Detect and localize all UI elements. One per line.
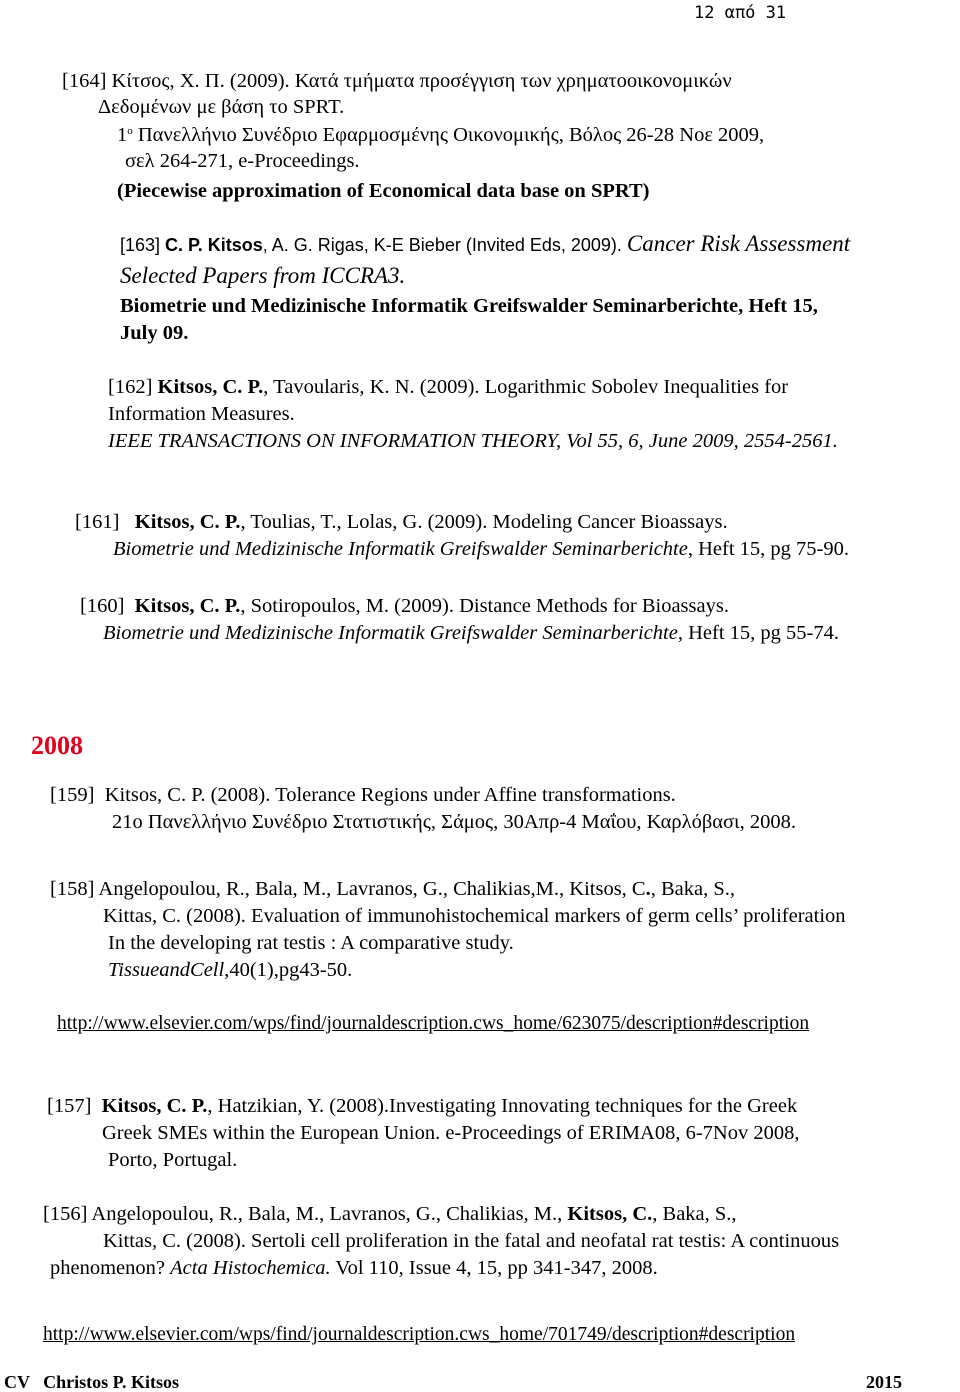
entry-162-line-2: Information Measures. bbox=[108, 403, 295, 425]
entry-157-number: [157] bbox=[47, 1095, 102, 1117]
entry-162-author: Kitsos, C. P. bbox=[157, 376, 264, 398]
entry-159-line-2: 21ο Πανελλήνιο Συνέδριο Στατιστικής, Σάμος, 30Απρ-4 Μαΐου, Καρλόβασι, 2008. bbox=[112, 811, 796, 833]
entry-158-volume: 40(1),pg43-50. bbox=[229, 959, 353, 981]
entry-158-journal: TissueandCell, bbox=[108, 959, 230, 981]
entry-163-authors: , A. G. Rigas, K-E Bieber (Invited Eds, 2009). bbox=[262, 235, 627, 255]
entry-156-journal: Acta Histochemica. bbox=[170, 1257, 331, 1279]
entry-156-phenomenon: phenomenon? bbox=[50, 1257, 171, 1279]
entry-161-line-1 bbox=[75, 512, 728, 533]
entry-158-authors-end: , Baka, S., bbox=[650, 878, 736, 900]
entry-164-line-4: σελ 264-271, e-Proceedings. bbox=[125, 150, 360, 172]
entry-161-rest: , Toulias, T., Lolas, G. (2009). Modeling Cancer Bioassays. bbox=[240, 511, 728, 533]
entry-160-journal: Biometrie und Medizinische Informatik Greifswalder Seminarberichte bbox=[103, 622, 678, 644]
entry-156-line-2: Kittas, C. (2008). Sertoli cell proliferation in the fatal and neofatal rat testis: A continuous bbox=[103, 1230, 840, 1252]
page-number: 12 από 31 bbox=[694, 3, 787, 23]
entry-161-line-2 bbox=[113, 539, 849, 560]
entry-158-line-3: In the developing rat testis : A comparative study. bbox=[108, 932, 514, 954]
entry-162-line-1 bbox=[108, 377, 788, 398]
entry-158-link[interactable]: http://www.elsevier.com/wps/find/journaldescription.cws_home/623075/description#description bbox=[57, 1013, 810, 1034]
entry-163-journal-line-2: July 09. bbox=[120, 322, 189, 344]
footer-year: 2015 bbox=[866, 1372, 902, 1392]
entry-160-pages: , Heft 15, pg 55-74. bbox=[677, 622, 839, 644]
entry-160-author: Kitsos, C. P. bbox=[134, 595, 241, 617]
entry-162-number: [162] bbox=[108, 376, 158, 398]
entry-164-ordinal: 1 bbox=[117, 124, 128, 146]
entry-160-line-1 bbox=[80, 596, 729, 617]
entry-161-number: [161] bbox=[75, 511, 135, 533]
entry-164-line-3 bbox=[117, 125, 764, 146]
entry-157-line-3: Porto, Portugal. bbox=[108, 1149, 238, 1171]
entry-158-line-4 bbox=[108, 960, 352, 981]
entry-164-conference: Πανελλήνιο Συνέδριο Εφαρμοσμένης Οικονομικής, Βόλος 26-28 Νοε 2009, bbox=[132, 124, 765, 146]
entry-163-line-1 bbox=[120, 232, 850, 256]
footer-author: CV Christos P. Kitsos bbox=[4, 1372, 180, 1392]
entry-164-line-2: Δεδομένων με βάση το SPRT. bbox=[98, 96, 345, 118]
entry-156-volume: Vol 110, Issue 4, 15, pp 341-347, 2008. bbox=[330, 1257, 658, 1279]
entry-158-bold-dot: . bbox=[645, 878, 651, 900]
entry-161-journal: Biometrie und Medizinische Informatik Greifswalder Seminarberichte bbox=[113, 538, 688, 560]
entry-163-journal-line-1: Biometrie und Medizinische Informatik Greifswalder Seminarberichte, Heft 15, bbox=[120, 295, 818, 317]
year-heading: 2008 bbox=[31, 731, 83, 760]
entry-163-number: [163] bbox=[120, 235, 166, 255]
entry-158-line-1 bbox=[50, 879, 735, 900]
entry-164-line-1: [164] Κίτσος, Χ. Π. (2009). Κατά τμήματα προσέγγιση των χρηματοοικονομικών bbox=[62, 70, 732, 92]
entry-162-rest: , Tavoularis, K. N. (2009). Logarithmic Sobolev Inequalities for bbox=[263, 376, 789, 398]
entry-160-rest: , Sotiropoulos, M. (2009). Distance Methods for Bioassays. bbox=[240, 595, 729, 617]
entry-161-pages: , Heft 15, pg 75-90. bbox=[687, 538, 849, 560]
entry-164-line-5: (Piecewise approximation of Economical data base on SPRT) bbox=[117, 180, 650, 202]
entry-160-line-2 bbox=[103, 623, 839, 644]
entry-156-line-1 bbox=[43, 1204, 737, 1225]
entry-160-number: [160] bbox=[80, 595, 135, 617]
entry-158-line-2: Kittas, C. (2008). Evaluation of immunohistochemical markers of germ cells’ proliferation bbox=[103, 905, 846, 927]
entry-156-link[interactable]: http://www.elsevier.com/wps/find/journaldescription.cws_home/701749/description#description bbox=[43, 1324, 796, 1345]
entry-156-line-3 bbox=[50, 1258, 658, 1279]
entry-163-title-line-2: Selected Papers from ICCRA3. bbox=[120, 263, 406, 288]
entry-157-line-2: Greek SMEs within the European Union. e-Proceedings of ERIMA08, 6-7Nov 2008, bbox=[102, 1122, 800, 1144]
entry-163-author: C. P. Kitsos bbox=[165, 235, 263, 255]
entry-157-line-1 bbox=[47, 1096, 797, 1117]
entry-156-authors-end: , Baka, S., bbox=[652, 1203, 737, 1225]
entry-164-ordinal-suffix: ο bbox=[127, 125, 133, 137]
entry-163-title: Cancer Risk Assessment bbox=[626, 231, 851, 256]
entry-158-authors: [158] Angelopoulou, R., Bala, M., Lavranos, G., Chalikias,M., Kitsos, C bbox=[50, 878, 646, 900]
entry-156-author: Kitsos, C. bbox=[567, 1203, 653, 1225]
entry-157-author: Kitsos, C. P. bbox=[101, 1095, 208, 1117]
entry-159-line-1: [159] Kitsos, C. P. (2008). Tolerance Regions under Affine transformations. bbox=[50, 784, 676, 806]
entry-157-rest: , Hatzikian, Y. (2008).Investigating Innovating techniques for the Greek bbox=[207, 1095, 798, 1117]
entry-156-authors: [156] Angelopoulou, R., Bala, M., Lavranos, G., Chalikias, M., bbox=[43, 1203, 568, 1225]
entry-162-journal: IEEE TRANSACTIONS ON INFORMATION THEORY, Vol 55, 6, June 2009, 2554-2561. bbox=[108, 430, 838, 452]
entry-161-author: Kitsos, C. P. bbox=[134, 511, 241, 533]
